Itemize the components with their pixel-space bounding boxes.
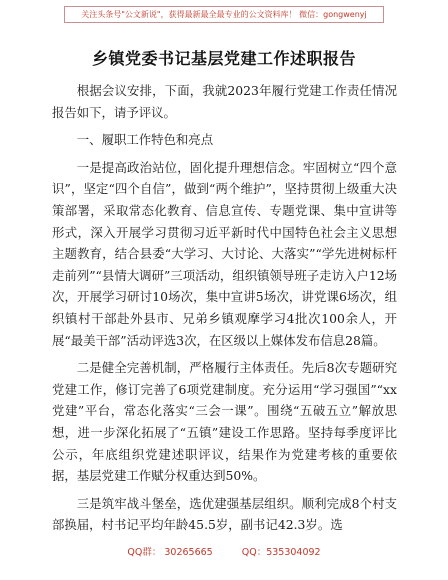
qq-number: QQ：535304092	[241, 547, 321, 558]
section-heading: 一、履职工作特色和亮点	[76, 132, 214, 148]
body-paragraph-3: 三是筑牢战斗堡垒，选优建强基层组织。顺利完成8个村支部换届，村书记平均年龄45.5岁，副书记42.3岁。选	[52, 495, 397, 533]
document-title: 乡镇党委书记基层党建工作述职报告	[91, 49, 356, 68]
body-paragraph-2: 二是健全完善机制，严格履行主体责任。先后8次专题研究党建工作，修订完善了6项党建制度。充分运用“学习强国”“xx党建”平台，常态化落实“三会一课”。围绕“五破五立”解放思想，进一步深化拓展了“五镇”建设工作思路。坚持每季度评比公示，年底组织党建述职评议，结果作为党建考核的重要依据，基层党建工作赋分权重达到50%。	[52, 360, 397, 484]
promo-banner: 关注头条号"公文新说"，获得最新最全最专业的公文资料库！ 微信：gongwenyj	[64, 6, 384, 23]
body-paragraph-1: 一是提高政治站位，固化提升理想信念。牢固树立“四个意识”，坚定“四个自信”，做到“两个维护”，坚持贯彻上级重大决策部署，采取常态化教育、信息宣传、专题党课、集中宣讲等形式，深入开展学习贯彻习近平新时代中国特色社会主义思想主题教育，结合县委“大学习、大讨论、大落实”“学先进树标杆走前列”“县情大调研”三项活动，组织镇领导班子走访入户12场次，开展学习研讨10场次，集中宣讲5场次，讲党课6场次，组织镇村干部赴外县市、兄弟乡镇观摩学习4批次100余人，开展“最美干部”活动评选3次，在区级以上媒体发布信息28篇。	[52, 159, 397, 348]
contact-footer	[0, 544, 448, 558]
qq-group: QQ群： 30265665	[127, 547, 213, 558]
intro-paragraph: 根据会议安排，下面，我就2023年履行党建工作责任情况报告如下，请予评议。	[52, 83, 397, 120]
document-body	[52, 80, 397, 542]
